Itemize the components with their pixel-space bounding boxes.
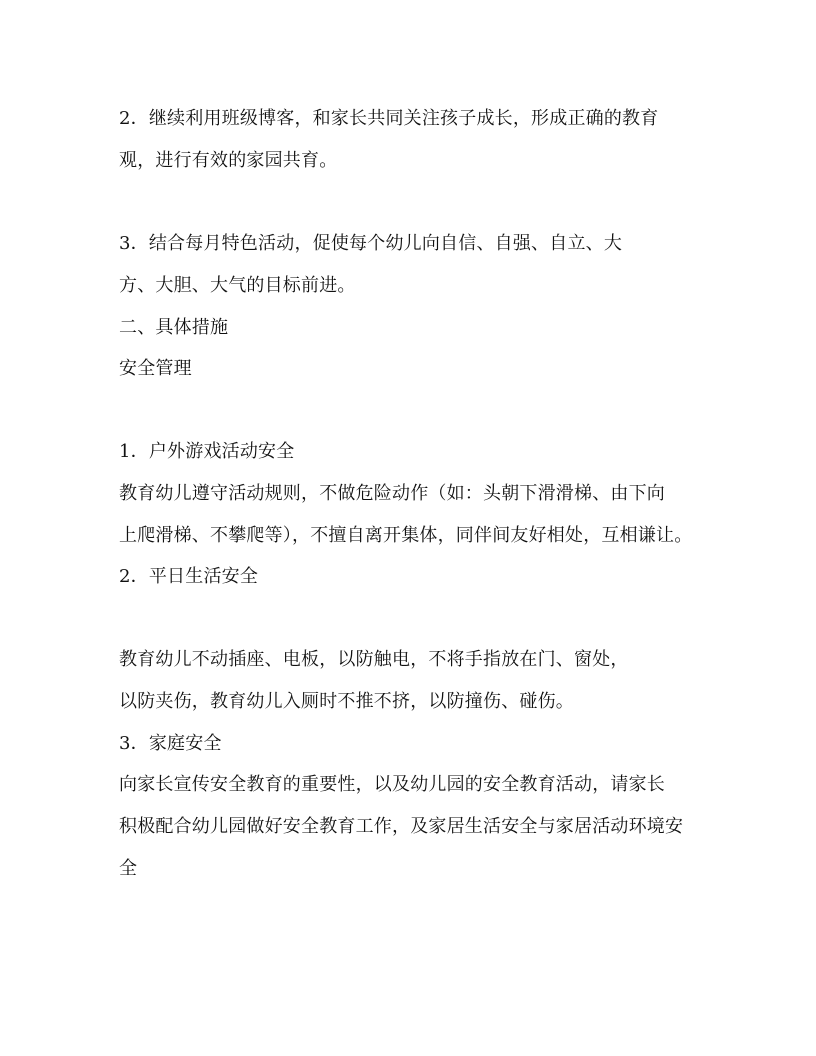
text-line: 2．继续利用班级博客，和家长共同关注孩子成长，形成正确的教育 (119, 108, 659, 129)
item-heading: 2．平日生活安全 (119, 566, 259, 587)
text-line: 积极配合幼儿园做好安全教育工作，及家居生活安全与家居活动环境安 (119, 816, 684, 837)
text-line: 以防夹伤，教育幼儿入厕时不推不挤，以防撞伤、碰伤。 (119, 691, 574, 712)
subsection-heading: 安全管理 (119, 358, 192, 379)
text-line: 教育幼儿遵守活动规则，不做危险动作（如：头朝下滑滑梯、由下向 (119, 483, 665, 504)
text-line: 教育幼儿不动插座、电板，以防触电，不将手指放在门、窗处， (119, 649, 629, 670)
text-line: 向家长宣传安全教育的重要性，以及幼儿园的安全教育活动，请家长 (119, 774, 665, 795)
text-line: 上爬滑梯、不攀爬等），不擅自离开集体，同伴间友好相处，互相谦让。 (119, 525, 693, 546)
text-line: 观，进行有效的家园共育。 (119, 150, 338, 171)
text-line: 3．结合每月特色活动，促使每个幼儿向自信、自强、自立、大 (119, 233, 623, 254)
section-heading: 二、具体措施 (119, 317, 229, 338)
text-line: 方、大胆、大气的目标前进。 (119, 275, 356, 296)
text-line: 全 (119, 858, 138, 879)
item-heading: 1．户外游戏活动安全 (119, 441, 295, 462)
item-heading: 3．家庭安全 (119, 733, 222, 754)
